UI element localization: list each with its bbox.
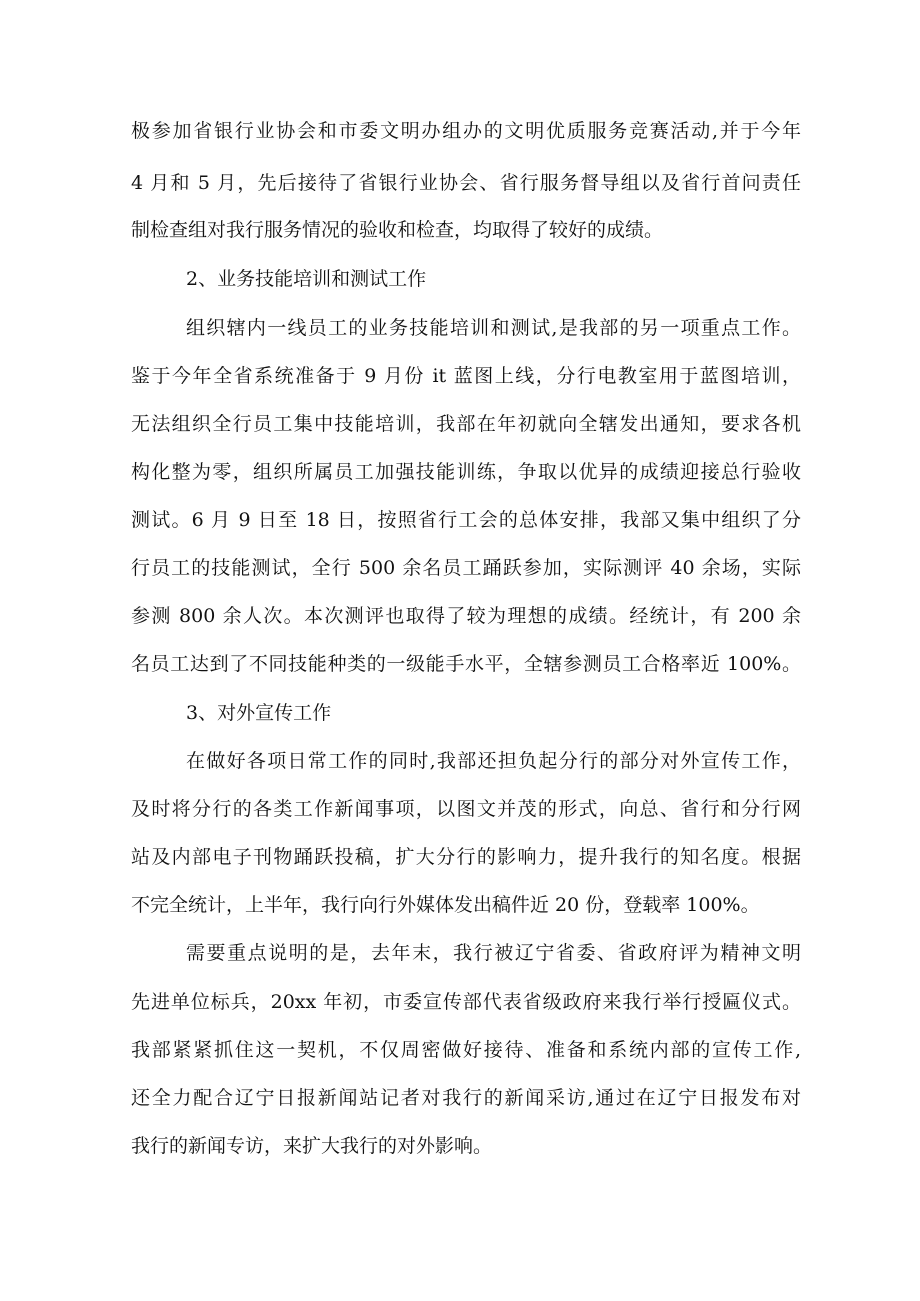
paragraph-line: 站及内部电子刊物踊跃投稿，扩大分行的影响力，提升我行的知名度。根据 — [131, 846, 801, 868]
paragraph-line: 行员工的技能测试，全行 500 余名员工踊跃参加，实际测评 40 余场，实际 — [131, 557, 801, 579]
section-heading: 3、对外宣传工作 — [186, 702, 332, 724]
paragraph-line: 先进单位标兵，20xx 年初，市委宣传部代表省级政府来我行举行授匾仪式。 — [131, 991, 801, 1013]
paragraph-line: 我行的新闻专访，来扩大我行的对外影响。 — [131, 1135, 493, 1157]
paragraph-line: 鉴于今年全省系统准备于 9 月份 it 蓝图上线，分行电教室用于蓝图培训， — [131, 365, 801, 387]
paragraph-line: 极参加省银行业协会和市委文明办组办的文明优质服务竞赛活动,并于今年 — [131, 120, 801, 142]
paragraph-line: 构化整为零，组织所属员工加强技能训练，争取以优异的成绩迎接总行验收 — [131, 461, 801, 483]
paragraph-line: 不完全统计，上半年，我行向行外媒体发出稿件近 20 份，登载率 100%。 — [131, 894, 760, 916]
paragraph-line: 4 月和 5 月，先后接待了省银行业协会、省行服务督导组以及省行首问责任 — [131, 172, 801, 194]
paragraph-line: 制检查组对我行服务情况的验收和检查，均取得了较好的成绩。 — [131, 219, 664, 241]
paragraph-line: 名员工达到了不同技能种类的一级能手水平，全辖参测员工合格率近 100%。 — [131, 653, 801, 675]
paragraph-line: 测试。6 月 9 日至 18 日，按照省行工会的总体安排，我部又集中组织了分 — [131, 509, 801, 531]
section-heading: 2、业务技能培训和测试工作 — [186, 268, 427, 290]
paragraph-line: 参测 800 余人次。本次测评也取得了较为理想的成绩。经统计，有 200 余 — [131, 605, 801, 627]
paragraph-line: 需要重点说明的是，去年末，我行被辽宁省委、省政府评为精神文明 — [186, 942, 801, 964]
paragraph-line: 还全力配合辽宁日报新闻站记者对我行的新闻采访,通过在辽宁日报发布对 — [131, 1087, 801, 1109]
paragraph-line: 组织辖内一线员工的业务技能培训和测试,是我部的另一项重点工作。 — [186, 317, 801, 339]
paragraph-line: 在做好各项日常工作的同时,我部还担负起分行的部分对外宣传工作， — [186, 750, 801, 772]
paragraph-line: 无法组织全行员工集中技能培训，我部在年初就向全辖发出通知，要求各机 — [131, 413, 801, 435]
paragraph-line: 及时将分行的各类工作新闻事项，以图文并茂的形式，向总、省行和分行网 — [131, 798, 801, 820]
paragraph-line: 我部紧紧抓住这一契机，不仅周密做好接待、准备和系统内部的宣传工作, — [131, 1039, 801, 1061]
